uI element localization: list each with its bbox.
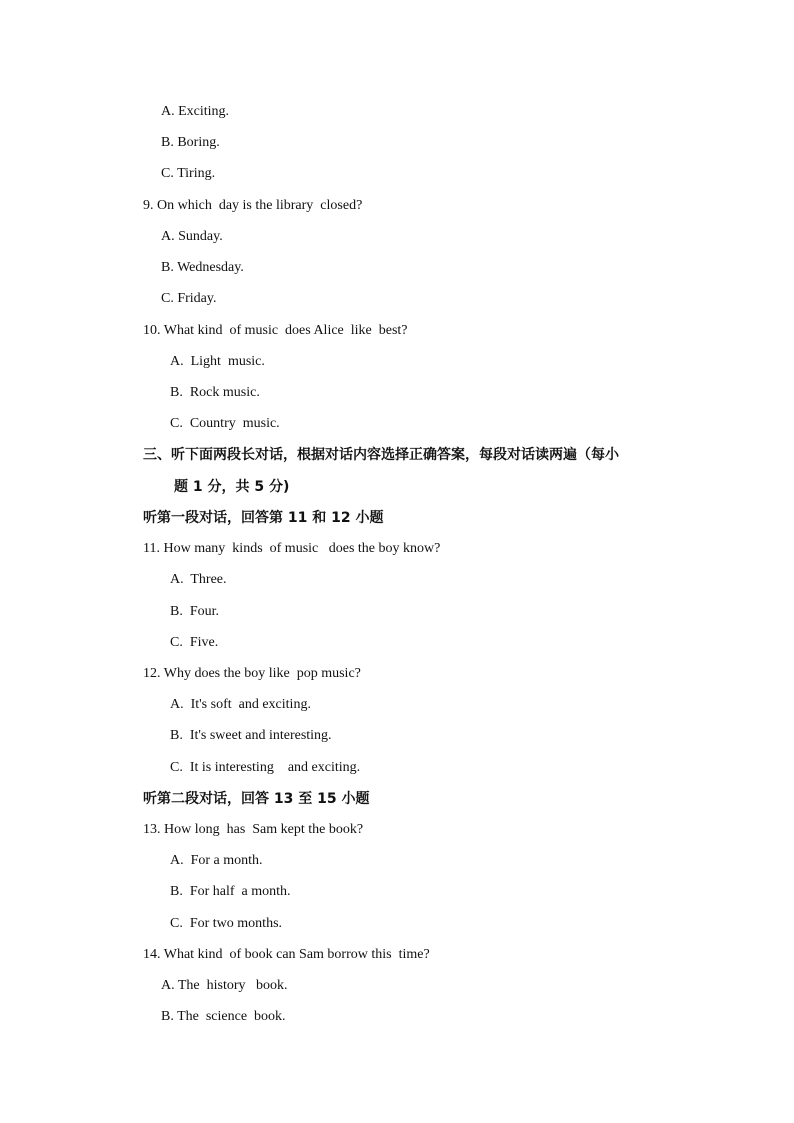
option-13a: A. For a month. <box>170 853 263 868</box>
question-14: 14. What kind of book can Sam borrow this time? <box>143 947 430 962</box>
option-11c: C. Five. <box>170 635 219 650</box>
dialogue-2-heading: 听第二段对话，回答 13 至 15 小题 <box>143 791 370 807</box>
option-9c: C. Friday. <box>161 291 217 306</box>
question-12: 12. Why does the boy like pop music? <box>143 666 361 681</box>
option-12a: A. It's soft and exciting. <box>170 697 311 712</box>
option-11b: B. Four. <box>170 604 220 619</box>
option-9a: A. Sunday. <box>161 229 223 244</box>
option-9b: B. Wednesday. <box>161 260 244 275</box>
option-12c: C. It is interesting and exciting. <box>170 760 361 775</box>
option-10c: C. Country music. <box>170 416 280 431</box>
option-11a: A. Three. <box>170 572 227 587</box>
section-3-heading: 三、听下面两段长对话，根据对话内容选择正确答案，每段对话读两遍（每小 <box>143 447 619 463</box>
question-9: 9. On which day is the library closed? <box>143 198 363 213</box>
option-13b: B. For half a month. <box>170 884 291 899</box>
option-8c: C. Tiring. <box>161 166 216 181</box>
option-14b: B. The science book. <box>161 1009 286 1024</box>
question-11: 11. How many kinds of music does the boy know? <box>143 541 441 556</box>
question-13: 13. How long has Sam kept the book? <box>143 822 364 837</box>
option-10a: A. Light music. <box>170 354 265 369</box>
section-3-scoring: 题 1 分，共 5 分) <box>174 479 290 495</box>
option-8a: A. Exciting. <box>161 104 230 119</box>
question-10: 10. What kind of music does Alice like best? <box>143 323 408 338</box>
option-10b: B. Rock music. <box>170 385 260 400</box>
dialogue-1-heading: 听第一段对话，回答第 11 和 12 小题 <box>143 510 384 526</box>
option-13c: C. For two months. <box>170 916 283 931</box>
option-14a: A. The history book. <box>161 978 288 993</box>
option-12b: B. It's sweet and interesting. <box>170 728 332 743</box>
option-8b: B. Boring. <box>161 135 220 150</box>
